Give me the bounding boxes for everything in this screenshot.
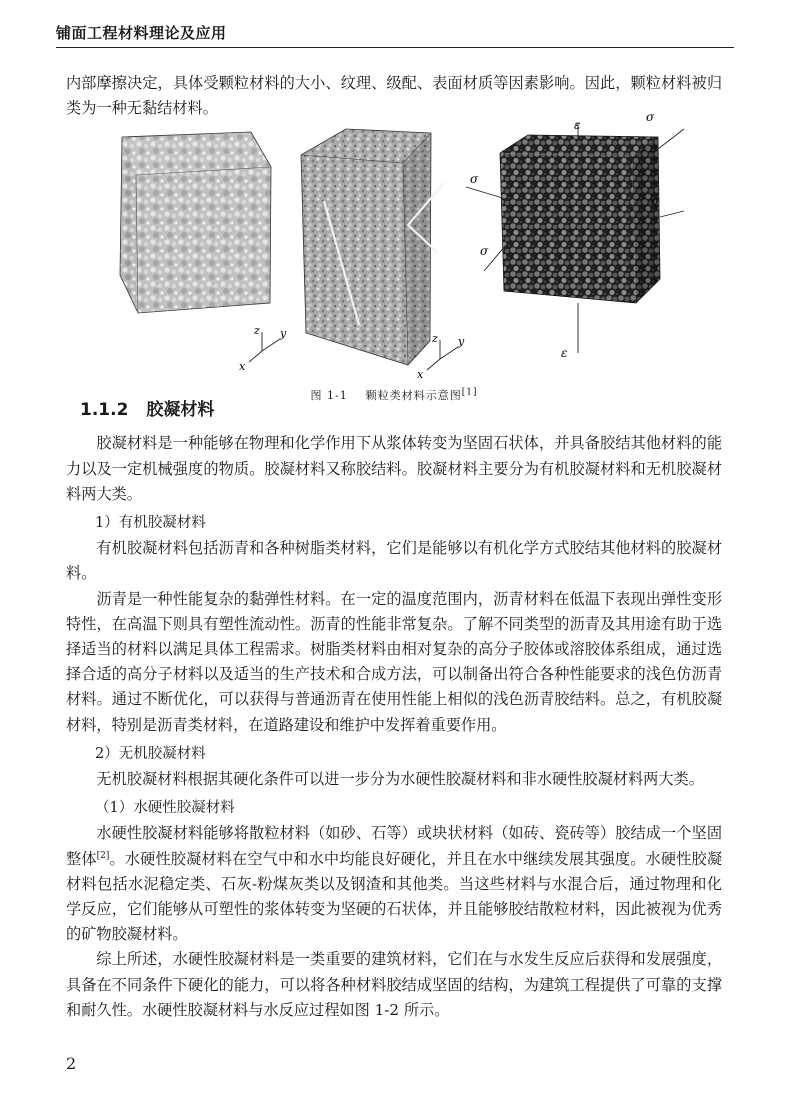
figure-1-1 (66, 110, 722, 403)
label-sigma-bottom-left: σ (480, 244, 489, 259)
figure-caption-ref: [1] (461, 387, 478, 398)
cube-left (120, 132, 271, 313)
subheading-inorganic: 2）无机胶凝材料 (95, 745, 206, 762)
label-sigma-left: σ (470, 172, 479, 187)
subheading-organic: 1）有机胶凝材料 (95, 515, 206, 532)
figure-caption-label: 图 1-1 (310, 389, 348, 403)
axis-left-y: y (280, 327, 287, 341)
granular-material-illustration (66, 110, 722, 382)
paragraph (66, 821, 722, 947)
paragraph: 综上所述，水硬性胶凝材料是一类重要的建筑材料，它们在与水发生反应后获得和发展强度，具备在不同条件下硬化的能力，可以将各种材料胶结成坚固的结构，为建筑工程提供了可靠的支撑和耐久性。水硬性胶凝材料与水反应过程如图 1-2 所示。 (66, 950, 722, 1019)
figure-caption-text: 颗粒类材料示意图 (365, 389, 462, 403)
cube-middle (301, 129, 444, 365)
running-header-title: 铺面工程材料理论及应用 (56, 24, 227, 42)
paragraph: 有机胶凝材料包括沥青和各种树脂类材料，它们是能够以有机化学方式胶结其他材料的胶凝材料。 (66, 539, 722, 583)
header-rule (56, 47, 734, 48)
label-sigma-right: σ (651, 194, 660, 209)
paragraph: 沥青是一种性能复杂的黏弹性材料。在一定的温度范围内，沥青材料在低温下表现出弹性变形特性，在高温下则具有塑性流动性。沥青的性能非常复杂。了解不同类型的沥青及其用途有助于选择适当的材料以满足具体工程需求。树脂类材料由相对复杂的高分子胶体或溶胶体系组成，通过选择合适的高分子材料以及适当的生产技术和合成方法，可以制备出符合各种性能要求的浅色仿沥青材料。通过不断优化，可以获得与普通沥青在使用性能上相似的浅色沥青胶结料。总之，有机胶凝材料，特别是沥青类材料，在道路建设和维护中发挥着重要作用。 (66, 589, 722, 734)
axis-left-z: z (254, 324, 260, 338)
label-sigma-top-right: σ (646, 110, 655, 125)
paragraph-part: 。水硬性胶凝材料在空气中和水中均能良好硬化，并且在水中继续发展其强度。水硬性胶凝材料包括水泥稳定类、石灰-粉煤灰类以及钢渣和其他类。当这些材料与水混合后，通过物理和化学反应，它们能够从可塑性的浆体转变为坚硬的石状体，并且能够胶结散粒材料，因此被视为优秀的矿物胶凝材料。 (66, 849, 723, 944)
axis-middle-z: z (432, 332, 438, 346)
axis-middle-y: y (458, 335, 465, 349)
page-body (66, 71, 722, 1023)
label-epsilon-bottom: ε (561, 346, 568, 361)
subheading-hydraulic: （1）水硬性胶凝材料 (95, 800, 235, 817)
paragraph-part: 水硬性胶凝材料能够将散粒材料（如砂、石等）或块状材料（如砖、瓷砖等）胶结成一个坚固整体 (66, 824, 722, 868)
section-title: 胶凝材料 (146, 400, 215, 421)
intro-paragraph: 内部摩擦决定，具体受颗粒材料的大小、纹理、级配、表面材质等因素影响。因此，颗粒材料被归类为一种无黏结材料。 (66, 74, 722, 118)
figure-caption (66, 389, 722, 403)
axis-middle-x: x (417, 368, 424, 382)
paragraph: 无机胶凝材料根据其硬化条件可以进一步分为水硬性胶凝材料和非水硬性胶凝材料两大类。 (96, 770, 704, 789)
page-number: 2 (66, 1054, 77, 1073)
label-epsilon-top: ε (574, 118, 581, 133)
paragraph: 胶凝材料是一种能够在物理和化学作用下从浆体转变为坚固石状体，并具备胶结其他材料的能力以及一定机械强度的物质。胶凝材料又称胶结料。胶凝材料主要分为有机胶凝材料和无机胶凝材料两大类。 (66, 434, 722, 503)
cube-right (500, 135, 660, 303)
section-number: 1.1.2 (80, 400, 129, 421)
citation-ref: [2] (96, 850, 110, 861)
axis-left-x: x (239, 360, 246, 374)
